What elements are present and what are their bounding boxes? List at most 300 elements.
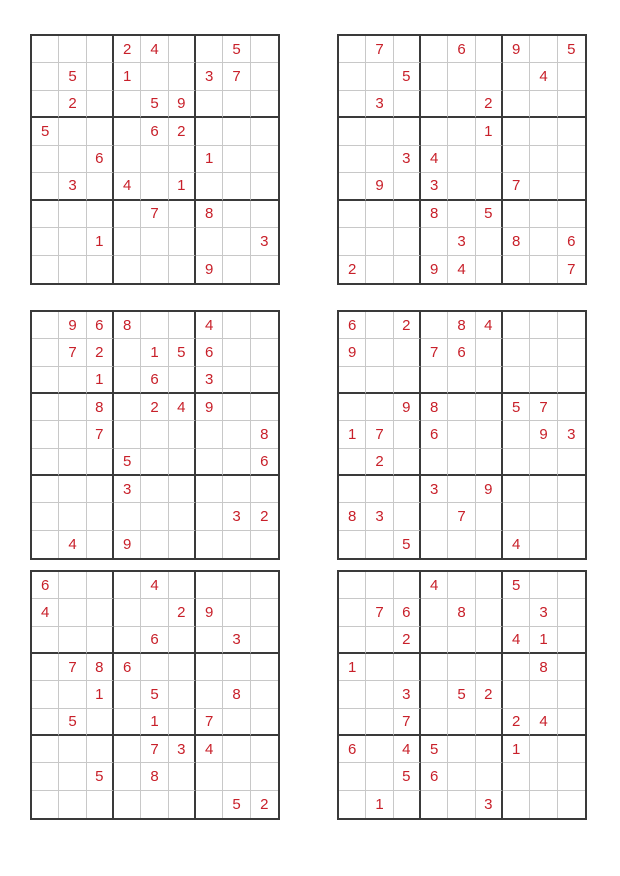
sudoku-cell[interactable] [448, 736, 475, 763]
sudoku-cell[interactable] [503, 63, 530, 90]
sudoku-cell[interactable]: 7 [394, 709, 421, 736]
sudoku-cell[interactable] [366, 63, 393, 90]
sudoku-cell[interactable] [366, 146, 393, 173]
sudoku-cell[interactable] [87, 709, 114, 736]
sudoku-cell[interactable] [530, 228, 557, 255]
sudoku-cell[interactable] [558, 627, 585, 654]
sudoku-cell[interactable]: 4 [503, 531, 530, 558]
sudoku-cell[interactable] [339, 91, 366, 118]
sudoku-cell[interactable]: 5 [87, 763, 114, 790]
sudoku-cell[interactable] [59, 228, 86, 255]
sudoku-cell[interactable]: 8 [448, 599, 475, 626]
sudoku-cell[interactable]: 7 [366, 421, 393, 448]
sudoku-cell[interactable] [251, 312, 278, 339]
sudoku-cell[interactable] [503, 599, 530, 626]
sudoku-cell[interactable]: 4 [476, 312, 503, 339]
sudoku-cell[interactable] [251, 146, 278, 173]
sudoku-cell[interactable] [421, 118, 448, 145]
sudoku-cell[interactable] [169, 627, 196, 654]
sudoku-cell[interactable] [366, 201, 393, 228]
sudoku-cell[interactable]: 4 [196, 312, 223, 339]
sudoku-cell[interactable] [339, 201, 366, 228]
sudoku-cell[interactable]: 5 [558, 36, 585, 63]
sudoku-cell[interactable]: 6 [448, 36, 475, 63]
sudoku-cell[interactable] [394, 572, 421, 599]
sudoku-cell[interactable] [530, 736, 557, 763]
sudoku-cell[interactable] [394, 201, 421, 228]
sudoku-cell[interactable] [558, 63, 585, 90]
sudoku-cell[interactable] [339, 36, 366, 63]
sudoku-cell[interactable]: 2 [503, 709, 530, 736]
sudoku-cell[interactable]: 1 [87, 681, 114, 708]
sudoku-cell[interactable]: 9 [339, 339, 366, 366]
sudoku-cell[interactable] [223, 599, 250, 626]
sudoku-cell[interactable] [114, 681, 141, 708]
sudoku-cell[interactable] [114, 791, 141, 818]
sudoku-cell[interactable] [339, 449, 366, 476]
sudoku-cell[interactable] [394, 791, 421, 818]
sudoku-cell[interactable] [141, 228, 168, 255]
sudoku-cell[interactable] [32, 763, 59, 790]
sudoku-cell[interactable] [476, 736, 503, 763]
sudoku-cell[interactable] [558, 736, 585, 763]
sudoku-cell[interactable]: 5 [394, 763, 421, 790]
sudoku-cell[interactable] [448, 63, 475, 90]
sudoku-cell[interactable]: 8 [448, 312, 475, 339]
sudoku-cell[interactable] [448, 173, 475, 200]
sudoku-cell[interactable] [87, 503, 114, 530]
sudoku-cell[interactable] [503, 118, 530, 145]
sudoku-cell[interactable] [223, 146, 250, 173]
sudoku-cell[interactable]: 8 [114, 312, 141, 339]
sudoku-cell[interactable]: 2 [114, 36, 141, 63]
sudoku-cell[interactable]: 1 [476, 118, 503, 145]
sudoku-cell[interactable]: 9 [196, 256, 223, 283]
sudoku-cell[interactable] [339, 63, 366, 90]
sudoku-cell[interactable]: 4 [421, 146, 448, 173]
sudoku-cell[interactable] [503, 654, 530, 681]
sudoku-cell[interactable] [530, 763, 557, 790]
sudoku-cell[interactable] [169, 476, 196, 503]
sudoku-cell[interactable] [503, 503, 530, 530]
sudoku-cell[interactable]: 1 [87, 228, 114, 255]
sudoku-cell[interactable] [169, 146, 196, 173]
sudoku-cell[interactable]: 3 [530, 599, 557, 626]
sudoku-cell[interactable] [169, 201, 196, 228]
sudoku-cell[interactable]: 4 [59, 531, 86, 558]
sudoku-cell[interactable] [114, 339, 141, 366]
sudoku-cell[interactable] [251, 572, 278, 599]
sudoku-cell[interactable]: 5 [223, 36, 250, 63]
sudoku-cell[interactable]: 4 [196, 736, 223, 763]
sudoku-cell[interactable] [59, 201, 86, 228]
sudoku-cell[interactable] [87, 201, 114, 228]
sudoku-cell[interactable] [530, 173, 557, 200]
sudoku-cell[interactable] [558, 367, 585, 394]
sudoku-cell[interactable] [196, 421, 223, 448]
sudoku-cell[interactable] [59, 421, 86, 448]
sudoku-cell[interactable] [223, 339, 250, 366]
sudoku-cell[interactable]: 6 [339, 736, 366, 763]
sudoku-cell[interactable] [223, 256, 250, 283]
sudoku-cell[interactable]: 8 [503, 228, 530, 255]
sudoku-cell[interactable] [196, 791, 223, 818]
sudoku-cell[interactable] [558, 503, 585, 530]
sudoku-cell[interactable] [223, 118, 250, 145]
sudoku-cell[interactable] [59, 394, 86, 421]
sudoku-cell[interactable] [558, 572, 585, 599]
sudoku-cell[interactable] [476, 228, 503, 255]
sudoku-cell[interactable]: 5 [394, 63, 421, 90]
sudoku-cell[interactable] [476, 599, 503, 626]
sudoku-cell[interactable]: 2 [394, 312, 421, 339]
sudoku-cell[interactable] [169, 531, 196, 558]
sudoku-cell[interactable] [476, 367, 503, 394]
sudoku-cell[interactable] [530, 36, 557, 63]
sudoku-cell[interactable] [196, 449, 223, 476]
sudoku-cell[interactable] [558, 654, 585, 681]
sudoku-cell[interactable] [32, 91, 59, 118]
sudoku-cell[interactable] [169, 256, 196, 283]
sudoku-cell[interactable] [141, 599, 168, 626]
sudoku-cell[interactable] [530, 312, 557, 339]
sudoku-cell[interactable] [339, 118, 366, 145]
sudoku-cell[interactable] [366, 531, 393, 558]
sudoku-cell[interactable] [394, 449, 421, 476]
sudoku-cell[interactable] [476, 572, 503, 599]
sudoku-cell[interactable] [421, 228, 448, 255]
sudoku-cell[interactable] [421, 312, 448, 339]
sudoku-cell[interactable]: 5 [476, 201, 503, 228]
sudoku-cell[interactable]: 6 [141, 627, 168, 654]
sudoku-cell[interactable]: 8 [421, 201, 448, 228]
sudoku-cell[interactable] [558, 201, 585, 228]
sudoku-cell[interactable] [114, 599, 141, 626]
sudoku-cell[interactable] [141, 791, 168, 818]
sudoku-cell[interactable]: 6 [448, 339, 475, 366]
sudoku-cell[interactable] [32, 503, 59, 530]
sudoku-cell[interactable] [530, 367, 557, 394]
sudoku-cell[interactable] [421, 449, 448, 476]
sudoku-cell[interactable]: 1 [530, 627, 557, 654]
sudoku-cell[interactable] [114, 394, 141, 421]
sudoku-cell[interactable]: 3 [448, 228, 475, 255]
sudoku-cell[interactable] [503, 146, 530, 173]
sudoku-cell[interactable] [223, 449, 250, 476]
sudoku-cell[interactable] [251, 256, 278, 283]
sudoku-cell[interactable]: 6 [394, 599, 421, 626]
sudoku-cell[interactable] [223, 394, 250, 421]
sudoku-cell[interactable]: 3 [394, 681, 421, 708]
sudoku-cell[interactable] [87, 627, 114, 654]
sudoku-cell[interactable] [339, 531, 366, 558]
sudoku-cell[interactable] [448, 146, 475, 173]
sudoku-cell[interactable] [476, 449, 503, 476]
sudoku-cell[interactable]: 3 [394, 146, 421, 173]
sudoku-cell[interactable]: 7 [448, 503, 475, 530]
sudoku-cell[interactable]: 4 [394, 736, 421, 763]
sudoku-cell[interactable] [114, 118, 141, 145]
sudoku-cell[interactable] [394, 91, 421, 118]
sudoku-cell[interactable] [196, 572, 223, 599]
sudoku-cell[interactable] [141, 63, 168, 90]
sudoku-cell[interactable]: 1 [196, 146, 223, 173]
sudoku-cell[interactable] [503, 91, 530, 118]
sudoku-cell[interactable]: 3 [366, 503, 393, 530]
sudoku-cell[interactable] [394, 173, 421, 200]
sudoku-cell[interactable] [169, 36, 196, 63]
sudoku-cell[interactable] [32, 339, 59, 366]
sudoku-cell[interactable] [530, 791, 557, 818]
sudoku-cell[interactable] [558, 449, 585, 476]
sudoku-cell[interactable] [558, 146, 585, 173]
sudoku-cell[interactable] [59, 791, 86, 818]
sudoku-cell[interactable] [251, 531, 278, 558]
sudoku-cell[interactable] [339, 763, 366, 790]
sudoku-cell[interactable] [558, 476, 585, 503]
sudoku-cell[interactable]: 9 [503, 36, 530, 63]
sudoku-cell[interactable] [394, 476, 421, 503]
sudoku-cell[interactable] [169, 63, 196, 90]
sudoku-cell[interactable] [366, 736, 393, 763]
sudoku-cell[interactable] [59, 449, 86, 476]
sudoku-cell[interactable] [32, 449, 59, 476]
sudoku-cell[interactable]: 4 [448, 256, 475, 283]
sudoku-cell[interactable]: 5 [503, 394, 530, 421]
sudoku-cell[interactable]: 9 [366, 173, 393, 200]
sudoku-cell[interactable] [141, 476, 168, 503]
sudoku-cell[interactable] [32, 201, 59, 228]
sudoku-cell[interactable] [366, 654, 393, 681]
sudoku-cell[interactable] [141, 531, 168, 558]
sudoku-cell[interactable] [223, 201, 250, 228]
sudoku-cell[interactable] [421, 627, 448, 654]
sudoku-cell[interactable] [503, 339, 530, 366]
sudoku-cell[interactable] [59, 681, 86, 708]
sudoku-cell[interactable] [251, 367, 278, 394]
sudoku-cell[interactable] [196, 228, 223, 255]
sudoku-cell[interactable]: 8 [530, 654, 557, 681]
sudoku-cell[interactable]: 3 [59, 173, 86, 200]
sudoku-cell[interactable] [394, 339, 421, 366]
sudoku-cell[interactable] [251, 627, 278, 654]
sudoku-cell[interactable] [169, 763, 196, 790]
sudoku-cell[interactable] [339, 627, 366, 654]
sudoku-cell[interactable] [223, 476, 250, 503]
sudoku-cell[interactable] [366, 228, 393, 255]
sudoku-cell[interactable] [251, 339, 278, 366]
sudoku-cell[interactable] [394, 36, 421, 63]
sudoku-cell[interactable] [394, 503, 421, 530]
sudoku-cell[interactable]: 6 [32, 572, 59, 599]
sudoku-cell[interactable]: 1 [169, 173, 196, 200]
sudoku-cell[interactable] [169, 503, 196, 530]
sudoku-cell[interactable]: 6 [114, 654, 141, 681]
sudoku-cell[interactable] [196, 654, 223, 681]
sudoku-cell[interactable] [114, 763, 141, 790]
sudoku-cell[interactable] [448, 627, 475, 654]
sudoku-cell[interactable]: 7 [196, 709, 223, 736]
sudoku-cell[interactable] [503, 312, 530, 339]
sudoku-cell[interactable] [251, 681, 278, 708]
sudoku-cell[interactable]: 6 [421, 421, 448, 448]
sudoku-cell[interactable] [196, 763, 223, 790]
sudoku-cell[interactable] [448, 654, 475, 681]
sudoku-cell[interactable] [59, 476, 86, 503]
sudoku-cell[interactable] [196, 173, 223, 200]
sudoku-cell[interactable] [558, 91, 585, 118]
sudoku-cell[interactable]: 6 [141, 367, 168, 394]
sudoku-cell[interactable] [421, 63, 448, 90]
sudoku-cell[interactable]: 2 [59, 91, 86, 118]
sudoku-cell[interactable] [223, 228, 250, 255]
sudoku-cell[interactable] [476, 146, 503, 173]
sudoku-cell[interactable] [421, 654, 448, 681]
sudoku-cell[interactable] [169, 654, 196, 681]
sudoku-cell[interactable]: 2 [476, 91, 503, 118]
sudoku-cell[interactable] [32, 791, 59, 818]
sudoku-cell[interactable]: 9 [114, 531, 141, 558]
sudoku-cell[interactable] [59, 763, 86, 790]
sudoku-cell[interactable]: 3 [196, 367, 223, 394]
sudoku-cell[interactable] [476, 63, 503, 90]
sudoku-cell[interactable] [530, 449, 557, 476]
sudoku-cell[interactable] [421, 791, 448, 818]
sudoku-cell[interactable] [223, 91, 250, 118]
sudoku-cell[interactable] [87, 476, 114, 503]
sudoku-cell[interactable] [558, 118, 585, 145]
sudoku-cell[interactable] [503, 367, 530, 394]
sudoku-cell[interactable] [196, 503, 223, 530]
sudoku-cell[interactable] [530, 339, 557, 366]
sudoku-cell[interactable] [476, 709, 503, 736]
sudoku-cell[interactable] [32, 394, 59, 421]
sudoku-cell[interactable] [141, 503, 168, 530]
sudoku-cell[interactable] [114, 228, 141, 255]
sudoku-cell[interactable] [339, 394, 366, 421]
sudoku-cell[interactable] [87, 736, 114, 763]
sudoku-cell[interactable]: 5 [503, 572, 530, 599]
sudoku-cell[interactable]: 5 [114, 449, 141, 476]
sudoku-cell[interactable]: 1 [87, 367, 114, 394]
sudoku-cell[interactable]: 1 [114, 63, 141, 90]
sudoku-cell[interactable]: 7 [366, 36, 393, 63]
sudoku-cell[interactable] [394, 367, 421, 394]
sudoku-cell[interactable] [59, 118, 86, 145]
sudoku-cell[interactable] [503, 476, 530, 503]
sudoku-cell[interactable] [366, 367, 393, 394]
sudoku-cell[interactable]: 9 [530, 421, 557, 448]
sudoku-cell[interactable] [503, 681, 530, 708]
sudoku-cell[interactable]: 5 [169, 339, 196, 366]
sudoku-cell[interactable] [251, 201, 278, 228]
sudoku-cell[interactable] [448, 394, 475, 421]
sudoku-cell[interactable] [366, 709, 393, 736]
sudoku-cell[interactable] [530, 531, 557, 558]
sudoku-cell[interactable]: 4 [32, 599, 59, 626]
sudoku-cell[interactable] [32, 476, 59, 503]
sudoku-cell[interactable] [251, 709, 278, 736]
sudoku-cell[interactable]: 2 [260, 795, 269, 813]
sudoku-cell[interactable]: 9 [476, 476, 503, 503]
sudoku-cell[interactable] [476, 531, 503, 558]
sudoku-cell[interactable]: 8 [223, 681, 250, 708]
sudoku-cell[interactable] [558, 339, 585, 366]
sudoku-cell[interactable] [558, 709, 585, 736]
sudoku-cell[interactable] [251, 763, 278, 790]
sudoku-cell[interactable]: 6 [421, 763, 448, 790]
sudoku-cell[interactable] [114, 503, 141, 530]
sudoku-cell[interactable] [530, 681, 557, 708]
sudoku-cell[interactable] [251, 599, 278, 626]
sudoku-cell[interactable]: 8 [87, 394, 114, 421]
sudoku-cell[interactable]: 2 [394, 627, 421, 654]
sudoku-cell[interactable] [87, 449, 114, 476]
sudoku-cell[interactable] [114, 146, 141, 173]
sudoku-cell[interactable] [32, 146, 59, 173]
sudoku-cell[interactable] [141, 256, 168, 283]
sudoku-cell[interactable] [448, 572, 475, 599]
sudoku-cell[interactable]: 5 [394, 531, 421, 558]
sudoku-cell[interactable] [366, 339, 393, 366]
sudoku-cell[interactable] [448, 709, 475, 736]
sudoku-cell[interactable]: 9 [196, 599, 223, 626]
sudoku-cell[interactable] [196, 36, 223, 63]
sudoku-cell[interactable] [32, 63, 59, 90]
sudoku-cell[interactable] [448, 91, 475, 118]
sudoku-cell[interactable]: 3 [421, 476, 448, 503]
sudoku-cell[interactable] [421, 531, 448, 558]
sudoku-cell[interactable] [394, 228, 421, 255]
sudoku-cell[interactable] [32, 421, 59, 448]
sudoku-cell[interactable] [169, 572, 196, 599]
sudoku-cell[interactable] [339, 599, 366, 626]
sudoku-cell[interactable] [339, 791, 366, 818]
sudoku-cell[interactable] [530, 572, 557, 599]
sudoku-cell[interactable] [503, 421, 530, 448]
sudoku-cell[interactable] [87, 118, 114, 145]
sudoku-cell[interactable] [32, 367, 59, 394]
sudoku-cell[interactable]: 5 [223, 791, 250, 818]
sudoku-cell[interactable] [196, 91, 223, 118]
sudoku-cell[interactable]: 2 [169, 599, 196, 626]
sudoku-cell[interactable] [169, 367, 196, 394]
sudoku-cell[interactable] [366, 681, 393, 708]
sudoku-cell[interactable] [223, 709, 250, 736]
sudoku-cell[interactable] [59, 256, 86, 283]
sudoku-cell[interactable] [366, 572, 393, 599]
sudoku-cell[interactable] [558, 312, 585, 339]
sudoku-cell[interactable] [32, 681, 59, 708]
sudoku-cell[interactable] [196, 118, 223, 145]
sudoku-cell[interactable] [558, 791, 585, 818]
sudoku-cell[interactable] [366, 763, 393, 790]
sudoku-cell[interactable] [503, 201, 530, 228]
sudoku-cell[interactable] [251, 36, 278, 63]
sudoku-cell[interactable] [448, 476, 475, 503]
sudoku-cell[interactable] [251, 173, 278, 200]
sudoku-cell[interactable]: 6 [141, 118, 168, 145]
sudoku-cell[interactable] [530, 146, 557, 173]
sudoku-cell[interactable]: 3 [223, 627, 250, 654]
sudoku-cell[interactable] [339, 572, 366, 599]
sudoku-cell[interactable] [503, 791, 530, 818]
sudoku-cell[interactable]: 3 [366, 91, 393, 118]
sudoku-cell[interactable] [366, 118, 393, 145]
sudoku-cell[interactable] [32, 709, 59, 736]
sudoku-cell[interactable] [169, 312, 196, 339]
sudoku-cell[interactable] [196, 531, 223, 558]
